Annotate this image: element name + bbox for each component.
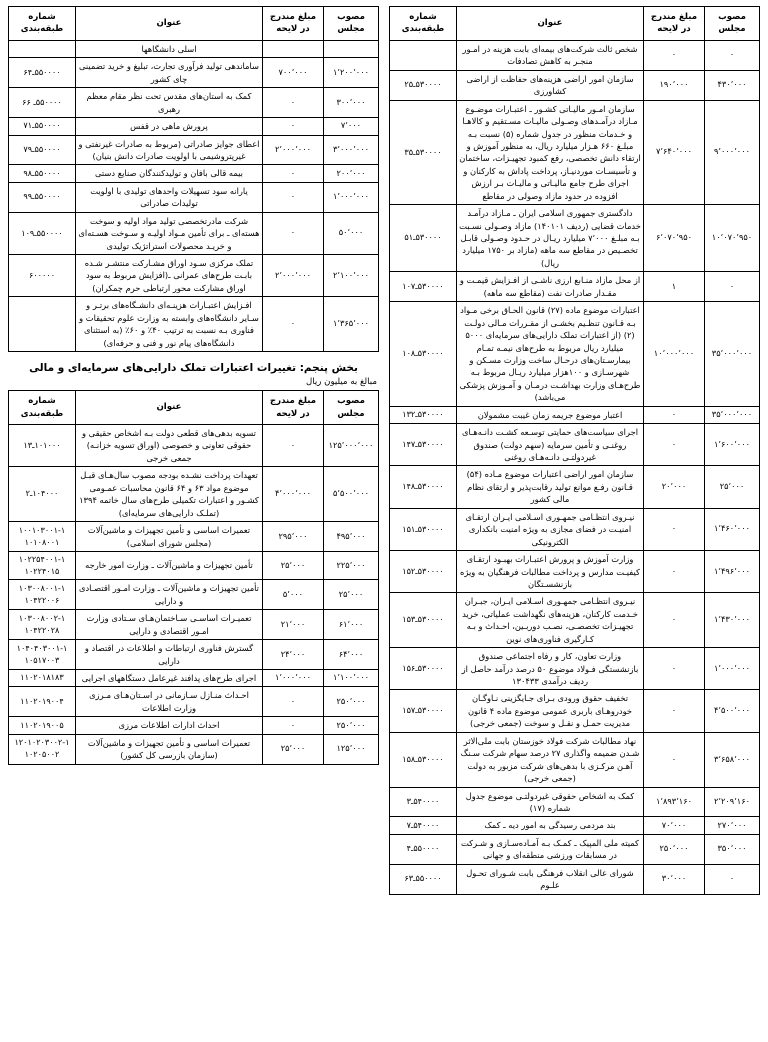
cell-bill: ۰: [263, 687, 324, 717]
cell-title: تعمیـرات اساسـی سـاختمان‌هـای سـتادی وزارت امـور اقتصادی و دارایی: [76, 610, 263, 640]
cell-approved: ۲٬۲۰۹٬۱۶۰: [705, 787, 760, 817]
table-row: [9, 425, 379, 467]
cell-title: بند مردمی رسیدگی به امور دیه ـ کمک: [457, 817, 644, 834]
cell-approved: ۲۲۵٬۰۰۰: [324, 551, 379, 579]
cell-bill: ۰: [644, 690, 705, 732]
cell-code: ۵۵۰۰۰۰ـ۶۴: [9, 58, 76, 88]
cell-approved: ۲۰۰٬۰۰۰: [324, 165, 379, 182]
table-row: [390, 406, 760, 423]
header-approved: مصوب مجلس: [324, 7, 379, 41]
cell-title: شخص ثالث شرکت‌های بیمه‌ای بابت هزینه در امـور منجـر به کاهش تصادفات: [457, 40, 644, 70]
cell-approved: ۱٬۴۳۰٬۰۰۰: [705, 593, 760, 648]
table-row: [390, 593, 760, 648]
cell-title: یارانه سود تسهیلات واحدهای تولیدی با اولویت تولیدات صادراتی: [76, 182, 263, 212]
cell-bill: ۱٬۰۰۰٬۰۰۰: [263, 670, 324, 687]
cell-bill: ۰: [644, 593, 705, 648]
table-row: [390, 205, 760, 272]
cell-title: نیـروی انتظـامی جمهـوری اسـلامی ایـران ارتقـای امنیـت در فضای مجازی به ویژه امنیت بانکداری الکترونیکی: [457, 508, 644, 550]
cell-bill: ۰: [644, 406, 705, 423]
cell-title: اسلی دانشگاهها: [76, 40, 263, 57]
cell-code: ۵۳۰۰۰۰ـ۱۴۷: [390, 424, 457, 466]
cell-approved: ۳۵٬۰۰۰٬۰۰۰: [705, 302, 760, 407]
header-title: عنوان: [76, 391, 263, 425]
cell-title: سازمان امور اراضی هزینه‌های حفاظت از اراضی کشاورزی: [457, 70, 644, 100]
cell-bill: ۲۹۵٬۰۰۰: [263, 522, 324, 552]
cell-approved: ۰: [705, 864, 760, 894]
cell-approved: ۳٬۰۰۰٬۰۰۰: [324, 135, 379, 165]
header-title: عنوان: [457, 7, 644, 41]
left-column: [389, 6, 760, 1038]
cell-title: سازمان امور اراضی اعتبارات موضوع مـاده (۵۴) قـانون رفـع موانع تولید رقابت‌پذیر و ارتقای نظام مالی کشور: [457, 466, 644, 508]
cell-title: سازمان امـور مالیـاتی کشـور ـ اعتبـارات موضـوع مـازاد درآمـدهای وصـولی مالیـات مسـتقیم و کالاهـا و خـدمات منظور در جدول شماره (۵) نسبت بـه مبلـغ ۶۶۰ هـزار میلیارد ریال، به منظور آموزش و ارتقاء دانش تخصصی، رفع کمبود تجهیـزات، ساختمان و تأسیسـات موردنیـاز، پرداخت پاداش به کارکنان و اجرای طرح جامع مالیـاتی و مالیـات بـر ارزش افزوده در حدود مازاد وصولی در مقاطع: [457, 100, 644, 205]
cell-approved: ۱۰٬۰۷۰٬۹۵۰: [705, 205, 760, 272]
cell-code: ۵۵۰۰۰۰ـ۷۹: [9, 135, 76, 165]
cell-approved: ۷٬۰۰۰: [324, 118, 379, 135]
cell-approved: ۲۵٬۰۰۰: [324, 580, 379, 610]
table-row: [390, 864, 760, 894]
cell-code: ۵۵۰۰۰۰ـ۹۸: [9, 165, 76, 182]
cell-code: ۵۳۰۰۰۰ـ۱۰۷: [390, 272, 457, 302]
header-bill-amount: مبلغ مندرج در لایحه: [263, 7, 324, 41]
cell-title: کمیته ملی المپیک ـ کمـک بـه آمـاده‌سـازی و شـرکت در مسابقات ورزشی منطقه‌ای و جهانی: [457, 834, 644, 864]
cell-approved: ۱٬۱۰۰٬۰۰۰: [324, 670, 379, 687]
table-row: [9, 717, 379, 734]
cell-code: ۵۵۰۰۰۰ـ۹۹: [9, 182, 76, 212]
header-title: عنوان: [76, 7, 263, 41]
cell-bill: ۲۱٬۰۰۰: [263, 610, 324, 640]
table-row: [390, 690, 760, 732]
cell-code: ۱۰۴۰۴۰۳۰۰۱-۱ ۱۰۵۱۷۰۰۳: [9, 640, 76, 670]
cell-title: اجرای طرح‌های پدافند غیرعامل دستگاههای اجرایی: [76, 670, 263, 687]
header-code: شماره طبقه‌بندی: [390, 7, 457, 41]
cell-bill: ۰: [263, 182, 324, 212]
cell-approved: ۱۲۵٬۰۰۰٬۰۰۰: [324, 425, 379, 467]
cell-bill: ۰: [263, 425, 324, 467]
cell-title: اعتبار موضوع جریمه زمان غیبت مشمولان: [457, 406, 644, 423]
table-row: [9, 88, 379, 118]
cell-bill: ۰: [263, 297, 324, 352]
cell-bill: ۰: [644, 40, 705, 70]
cell-bill: ۲۵٬۰۰۰: [263, 734, 324, 764]
table-row: [390, 834, 760, 864]
cell-title: وزارت آموزش و پرورش اعتبـارات بهبـود ارتقـای کیفیـت مدارس و پرداخت مطالبات فرهنگیان به ویژه بازنشسـتگان: [457, 551, 644, 593]
cell-title: تملک مرکزی سـود اوراق مشـارکت منتشـر شـده بابـت طرح‌های عمرانی ـ(افزایش مربوط به سود اوراق مشارکت محور ارتباطی حرم چمکران): [76, 255, 263, 297]
cell-bill: ۶٬۰۷۰٬۹۵۰: [644, 205, 705, 272]
cell-approved: ۲۷۰٬۰۰۰: [705, 817, 760, 834]
cell-bill: [263, 40, 324, 57]
cell-approved: ۳٬۶۵۸٬۰۰۰: [705, 732, 760, 787]
cell-bill: ۲۵٬۰۰۰: [263, 551, 324, 579]
cell-approved: ۲٬۱۰۰٬۰۰۰: [324, 255, 379, 297]
table-row: [9, 255, 379, 297]
cell-code: ۵۳۰۰۰۰ـ۱۰۸: [390, 302, 457, 407]
cell-approved: ۱٬۴۶۰٬۰۰۰: [705, 508, 760, 550]
cell-code: ۵۵۰۰۰۰ـ۶۳: [390, 864, 457, 894]
cell-code: ۵۵۰۰۰۰ـ ۶۶: [9, 88, 76, 118]
cell-code: ۵۳۰۰۰۰ـ۱۴۸: [390, 466, 457, 508]
cell-title: اعطای جوایز صادراتی (مربوط به صادرات غیرنفتی و غیرپتروشیمی با اولویت صادرات دانش بنیان): [76, 135, 263, 165]
cell-title: تعهدات پرداخت نشـده بودجه مصوب سال‌هـای قبـل موضوع مواد ۶۳ و ۶۴ قانون محاسبات عمـومی کشـور و اعتبارات تکمیلی طرح‌های سال خاتمه ۱۳۹۴ (تملـک دارایی‌های سرمایه‌ای): [76, 467, 263, 522]
cell-approved: ۳۰۰٬۰۰۰: [324, 88, 379, 118]
header-approved: مصوب مجلس: [324, 391, 379, 425]
cell-title: شرکت مادرتخصصی تولید مواد اولیه و سوخت هسته‌ای ـ برای تأمین مـواد اولیـه و سـوخت هسـته‌ای و خریـد محصولات استراتژیک تولیدی: [76, 212, 263, 254]
table-row: [9, 580, 379, 610]
table-row: [390, 551, 760, 593]
table-row: [9, 551, 379, 579]
cell-bill: ۲۵۰٬۰۰۰: [644, 834, 705, 864]
cell-title: شورای عالی انقلاب فرهنگی بابت شـورای تحـول علـوم: [457, 864, 644, 894]
cell-title: تأمین تجهیزات و ماشین‌آلات ـ وزارت امور خارجه: [76, 551, 263, 579]
table-row: [9, 182, 379, 212]
cell-code: [9, 297, 76, 352]
header-approved: مصوب مجلس: [705, 7, 760, 41]
cell-approved: ۵۰٬۰۰۰: [324, 212, 379, 254]
cell-bill: ۴٬۰۰۰٬۰۰۰: [263, 467, 324, 522]
table-row: [390, 466, 760, 508]
cell-code: ۵۳۰۰۰۰ـ۱۵۷: [390, 690, 457, 732]
table-row: [9, 640, 379, 670]
table-row: [390, 272, 760, 302]
cell-code: ۵۵۰۰۰۰ـ۴: [390, 834, 457, 864]
table-row: [9, 467, 379, 522]
table-row: [390, 424, 760, 466]
cell-approved: ۲۵٬۰۰۰: [705, 466, 760, 508]
cell-code: ۵۳۰۰۰۰ـ۱۵۳: [390, 593, 457, 648]
cell-bill: ۱٬۸۹۳٬۱۶۰: [644, 787, 705, 817]
bottom-table: [8, 390, 379, 765]
cell-bill: ۷٬۶۴۰٬۰۰۰: [644, 100, 705, 205]
cell-title: پرورش ماهی در قفس: [76, 118, 263, 135]
table-row: [9, 165, 379, 182]
cell-title: تعمیرات اساسی و تأمین تجهیزات و ماشین‌آلات (مجلس شورای اسلامی): [76, 522, 263, 552]
cell-code: ۵۳۰۰۰۰ـ۱۵۶: [390, 648, 457, 690]
cell-title: از محل مازاد منـابع ارزی ناشـی از افـزایش قیمـت و مقـدار صادرات نفت (مقاطع سه ماهه): [457, 272, 644, 302]
table-row: [390, 817, 760, 834]
table-row: [9, 522, 379, 552]
cell-code: ۵۳۰۰۰۰ـ۱۳۲: [390, 406, 457, 423]
cell-approved: ۰: [705, 40, 760, 70]
cell-bill: ۷۰۰٬۰۰۰: [263, 58, 324, 88]
cell-bill: ۰: [644, 508, 705, 550]
cell-approved: ۱٬۲۰۰٬۰۰۰: [324, 58, 379, 88]
cell-bill: ۱: [644, 272, 705, 302]
cell-code: ۱۱۰۲۰۱۹۰۰۴: [9, 687, 76, 717]
cell-bill: ۰: [263, 118, 324, 135]
cell-code: ۱۰۴۰۰۰ـ۲: [9, 467, 76, 522]
cell-bill: ۲۴٬۰۰۰: [263, 640, 324, 670]
table-row: [9, 135, 379, 165]
table-row: [390, 100, 760, 205]
table-header-row: [9, 391, 379, 425]
cell-bill: ۲٬۰۰۰٬۰۰۰: [263, 135, 324, 165]
cell-approved: ۴۹۵٬۰۰۰: [324, 522, 379, 552]
cell-code: ۵۳۰۰۰۰ـ۱۵۱: [390, 508, 457, 550]
cell-bill: ۰: [263, 717, 324, 734]
cell-approved: ۳۵۰٬۰۰۰: [705, 834, 760, 864]
cell-title: اجرای سیاست‌های حمایتی توسـعه کشـت دانـه‌هـای روغنـی و تأمین سرمایه (سهم دولت) صندوق غیردولتـی دانـه‌هـای روغنی: [457, 424, 644, 466]
cell-title: کمک به اشخاص حقوقی غیردولتـی موضوع جدول شماره (۱۷): [457, 787, 644, 817]
table-row: [9, 687, 379, 717]
cell-title: تسویه بدهی‌های قطعی دولت بـه اشخاص حقیقی و حقوقی تعاونی و خصوصی (اوراق تسویه خزانـه) جمعی خرجی: [76, 425, 263, 467]
cell-title: دادگستری جمهوری اسلامی ایران ـ مـازاد درآمـد خدمات قضایی (ردیف ۱۴۰۱۰۱) مازاد وصـولی نسـبت بـه مبلـغ ۷٬۰۰۰ میلیارد ریـال در حـدود وصـولی قابـل تخصـیص در مقاطع سه ماهه (مازاد بر ۱۷۵۰ میلیارد ریال): [457, 205, 644, 272]
section-heading: بخش پنجم: تغییرات اعتبارات تملک دارایی‌های سرمایه‌ای و مالی: [29, 362, 358, 375]
table-row: [9, 734, 379, 764]
cell-code: ۵۳۰۰۰۰ـ۲۵: [390, 70, 457, 100]
table-header-row: [9, 7, 379, 41]
cell-bill: ۱۰٬۰۰۰٬۰۰۰: [644, 302, 705, 407]
cell-code: [9, 40, 76, 57]
cell-approved: ۴۳۰٬۰۰۰: [705, 70, 760, 100]
cell-bill: ۷۰٬۰۰۰: [644, 817, 705, 834]
right-column: [8, 6, 379, 1038]
cell-bill: ۵٬۰۰۰: [263, 580, 324, 610]
cell-title: کمک به استان‌های مقدس تحت نظر مقام معظم رهبری: [76, 88, 263, 118]
cell-approved: ۹٬۰۰۰٬۰۰۰: [705, 100, 760, 205]
header-bill-amount: مبلغ مندرج در لایحه: [263, 391, 324, 425]
cell-title: افـزایش اعتبـارات هزینـه‌ای دانشـگاه‌های برتـر و سـایر دانشگاه‌های وابسته به وزارت علوم تحقیقات و فناوری بـه نسبت به ترتیب ۴۰٪ و ۶۰٪ (به استثنای دانشگاه‌های پیام نور و فنی و حرفه‌ای): [76, 297, 263, 352]
cell-title: وزارت تعاون، کار و رفاه اجتماعی صندوق بازنشستگی فـولاد موضوع ۵۰ درصد درآمد حاصل از ردیف درآمدی ۱۳۰۴۳۳: [457, 648, 644, 690]
right-table: [8, 6, 379, 352]
cell-bill: ۰: [644, 648, 705, 690]
table-row: [390, 787, 760, 817]
cell-approved: [324, 40, 379, 57]
cell-code: ۱۱۰۲۰۱۹۰۰۵: [9, 717, 76, 734]
cell-title: احـداث منـازل سـازمانی در اسـتان‌هـای مـرزی وزارت اطلاعات: [76, 687, 263, 717]
cell-bill: ۳۰٬۰۰۰: [644, 864, 705, 894]
cell-title: احداث ادارات اطلاعات مرزی: [76, 717, 263, 734]
cell-code: ۶۰۰۰۰۰: [9, 255, 76, 297]
cell-code: ۱۰۰۱۰۳۰۰۱-۱ ۱۰۱۰۸۰۰۱: [9, 522, 76, 552]
cell-approved: ۶۱٬۰۰۰: [324, 610, 379, 640]
cell-bill: ۰: [644, 551, 705, 593]
cell-approved: ۵٬۵۰۰٬۰۰۰: [324, 467, 379, 522]
cell-title: ساماندهی تولید فرآوری تجارت، تبلیغ و خرید تضمینی چای کشور: [76, 58, 263, 88]
cell-approved: ۱٬۰۰۰٬۰۰۰: [705, 648, 760, 690]
cell-code: ۵۴۰۰۰۰ـ۳: [390, 787, 457, 817]
cell-code: ۵۵۰۰۰۰ـ۱۰۹: [9, 212, 76, 254]
cell-bill: ۲٬۰۰۰٬۰۰۰: [263, 255, 324, 297]
table-row: [9, 118, 379, 135]
cell-code: ۵۳۰۰۰۰ـ۵۱: [390, 205, 457, 272]
header-code: شماره طبقه‌بندی: [9, 391, 76, 425]
table-row: [390, 648, 760, 690]
cell-title: گسترش فناوری ارتباطات و اطلاعات در اقتصاد و دارایی: [76, 640, 263, 670]
table-row: [9, 58, 379, 88]
header-code: شماره طبقه‌بندی: [9, 7, 76, 41]
cell-approved: ۶۴٬۰۰۰: [324, 640, 379, 670]
cell-code: ۵۵۰۰۰۰ـ۷۱: [9, 118, 76, 135]
cell-code: ۵۴۰۰۰۰ـ۷: [390, 817, 457, 834]
cell-code: ۱۰۱۰۰۰ـ۱۳: [9, 425, 76, 467]
cell-code: ۱۰۳۰۰۸۰۰۱-۱ ۱۰۴۲۲۰۰۶: [9, 580, 76, 610]
cell-approved: ۰: [705, 272, 760, 302]
table-row: [9, 40, 379, 57]
cell-bill: ۰: [263, 88, 324, 118]
cell-approved: ۱۲۵٬۰۰۰: [324, 734, 379, 764]
table-header-row: [390, 7, 760, 41]
table-row: [390, 40, 760, 70]
cell-title: تخفیف حقوق ورودی بـرای جـایگزینی نـاوگـان خودروهـای باربری عمومی موضوع ماده ۴ قانون مدیریت حمـل و نقـل و سوخت (جمعی خرجی): [457, 690, 644, 732]
cell-approved: ۲۵۰٬۰۰۰: [324, 687, 379, 717]
cell-code: ۱۰۳۰۰۸۰۰۲-۱ ۱۰۴۲۲۰۲۸: [9, 610, 76, 640]
cell-title: اعتبارات موضوع ماده (۲۷) قانون الحـاق برخی مـواد بـه قـانون تنظـیم بخشـی از مقـررات مـالی دولـت (۲) (از اعتبارات تملک دارایی‌های سرمایه‌ای ۵۰۰۰ میلیارد ریال مربوط به طرح‌های نیمـه تمـام بیمارسـتان‌های درحـال ساخت وزارت مسـکن و شهرسـازی و ۱۰۰هزار میلیارد ریـال مربوط بـه طرح‌هـای وزارت بهداشـت درمـان و آمـوزش پزشکی می‌باشد): [457, 302, 644, 407]
cell-approved: ۲۵۰٬۰۰۰: [324, 717, 379, 734]
cell-title: تأمین تجهیزات و ماشین‌آلات ـ وزارت امـور اقتصـادی و دارایی: [76, 580, 263, 610]
cell-bill: ۰: [644, 424, 705, 466]
cell-bill: ۰: [263, 165, 324, 182]
unit-note: مبالغ به میلیون ریال: [306, 377, 377, 388]
cell-title: نیـروی انتظـامی جمهـوری اسـلامی ایـران، جبـران خـدمت کارکنان، هزینه‌های نگهداشت عملیاتی، خرید تجهیـزات تخصصـی، نصـب دوربـین، احـداث و بـه کـارگیری فناوری‌های نوین: [457, 593, 644, 648]
cell-approved: ۱٬۳۶۵٬۰۰۰: [324, 297, 379, 352]
table-row: [9, 670, 379, 687]
cell-title: بیمه قالی بافان و تولیدکنندگان صنایع دستی: [76, 165, 263, 182]
table-row: [390, 302, 760, 407]
table-row: [390, 732, 760, 787]
table-row: [9, 610, 379, 640]
table-row: [9, 212, 379, 254]
cell-code: ۱۲۰۱۰۲۰۳۰۰۲-۱ ۱۰۲۰۵۰۰۲: [9, 734, 76, 764]
table-row: [9, 297, 379, 352]
cell-bill: ۰: [644, 732, 705, 787]
cell-approved: ۱٬۶۰۰٬۰۰۰: [705, 424, 760, 466]
cell-title: تعمیرات اساسی و تأمین تجهیزات و ماشین‌آلات (سازمان بازرسی کل کشور): [76, 734, 263, 764]
table-row: [390, 508, 760, 550]
header-bill-amount: مبلغ مندرج در لایحه: [644, 7, 705, 41]
cell-code: ۱۰۲۲۵۴۰۰۱-۱ ۱۰۲۲۴۰۱۵: [9, 551, 76, 579]
cell-code: ۵۳۰۰۰۰ـ۳۵: [390, 100, 457, 205]
cell-bill: ۲۰٬۰۰۰: [644, 466, 705, 508]
cell-approved: ۱٬۰۰۰٬۰۰۰: [324, 182, 379, 212]
cell-code: ۵۳۰۰۰۰ـ۱۵۲: [390, 551, 457, 593]
table-row: [390, 70, 760, 100]
cell-code: ۱۱۰۲۰۱۸۱۸۳: [9, 670, 76, 687]
cell-bill: ۰: [263, 212, 324, 254]
cell-approved: ۱٬۴۹۶٬۰۰۰: [705, 551, 760, 593]
cell-approved: ۴٬۵۰۰٬۰۰۰: [705, 690, 760, 732]
cell-bill: ۱۹۰٬۰۰۰: [644, 70, 705, 100]
cell-title: نهاد مطالبات شرکت فولاد خوزستان بابت ملی‌الاثر شـدن ضمیمه واگذاری ۲۷ درصد سهام شرکت سـنگ آهـن مرکـزی با بدهی‌های شرکت مزبور به دولت (جمعی خرجی): [457, 732, 644, 787]
cell-code: ۵۳۰۰۰۰ـ۱۵۸: [390, 732, 457, 787]
left-table: [389, 6, 760, 895]
cell-code: [390, 40, 457, 70]
cell-approved: ۳۵٬۰۰۰٬۰۰۰: [705, 406, 760, 423]
